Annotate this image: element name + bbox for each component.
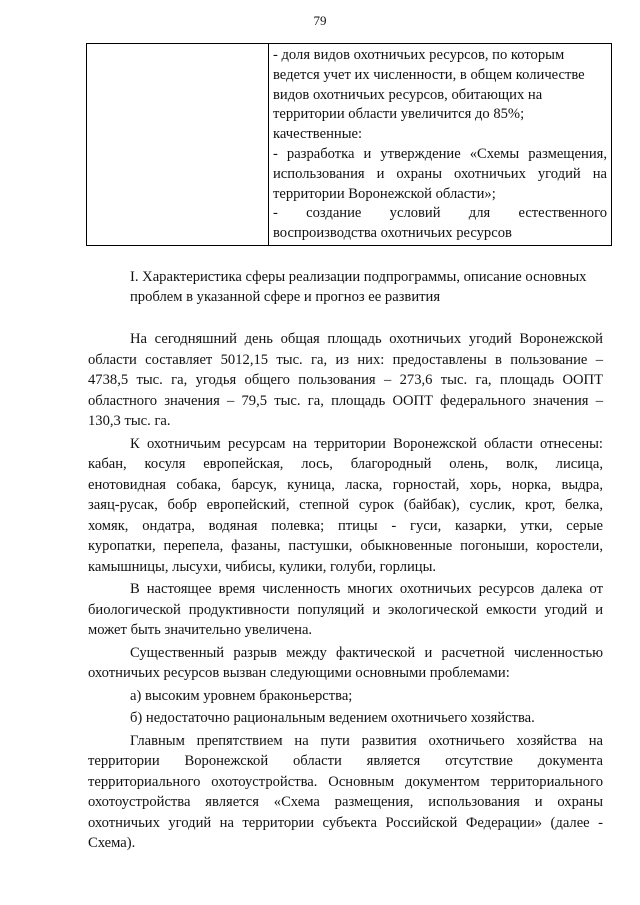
text-line: может быть значительно увеличена. bbox=[88, 622, 313, 638]
table-line: - создание условий для естественного bbox=[273, 205, 607, 222]
paragraph bbox=[88, 434, 603, 578]
text-line: хомяк, ондатра, водяная полевка; птицы - гуси, казарки, утки, серые bbox=[88, 517, 603, 534]
section-heading bbox=[130, 267, 610, 307]
table-line: - разработка и утверждение «Схемы размещения, bbox=[273, 145, 607, 162]
text-line: биологической продуктивности популяций и экологической емкости угодий и bbox=[88, 601, 603, 618]
heading-line: I. Характеристика сферы реализации подпрограммы, описание основных bbox=[130, 269, 587, 285]
page-number: 79 bbox=[313, 13, 327, 28]
text-line: области составляет 5012,15 тыс. га, из них: предоставлены в пользование – bbox=[88, 351, 603, 368]
indicators-table bbox=[86, 43, 612, 246]
text-line: В настоящее время численность многих охотничьих ресурсов далека от bbox=[130, 581, 603, 597]
table-line: использования и охраны охотничьих угодий на bbox=[273, 165, 607, 182]
text-line: б) недостаточно рациональным ведением охотничьего хозяйства. bbox=[130, 710, 535, 726]
table-line: качественные: bbox=[273, 126, 363, 143]
table-line: воспроизводства охотничьих ресурсов bbox=[273, 225, 512, 242]
text-line: К охотничьим ресурсам на территории Воронежской области отнесены: bbox=[130, 435, 603, 452]
text-line: Главным препятствием на пути развития охотничьего хозяйства на bbox=[130, 732, 603, 749]
text-line: Схема). bbox=[88, 835, 136, 851]
table-line: видов охотничьих ресурсов, обитающих на bbox=[273, 86, 543, 103]
text-line: камышницы, лысухи, чибисы, кулики, голуби, горлицы. bbox=[88, 558, 437, 575]
paragraph bbox=[88, 643, 603, 684]
table-line: - доля видов охотничьих ресурсов, по которым bbox=[273, 47, 565, 63]
paragraph bbox=[88, 329, 603, 432]
text-line: На сегодняшний день общая площадь охотничьих угодий Воронежской bbox=[130, 331, 603, 347]
table-cell-left bbox=[87, 44, 269, 246]
table-row bbox=[87, 44, 612, 246]
text-line: а) высоким уровнем браконьерства; bbox=[130, 687, 353, 704]
table-line: территории Воронежской области»; bbox=[273, 185, 496, 202]
heading-line: проблем в указанной сфере и прогноз ее развития bbox=[130, 289, 441, 305]
text-line: Существенный разрыв между фактической и расчетной численностью bbox=[130, 644, 603, 661]
text-line: 4738,5 тыс. га, угодья общего пользования – 273,6 тыс. га, площадь ООПТ bbox=[88, 372, 603, 388]
text-line: охотничьих угодий на территории субъекта Российской Федерации» (далее - bbox=[88, 814, 603, 831]
text-line: охотничьих ресурсов вызван следующими основными проблемами: bbox=[88, 665, 510, 681]
paragraph bbox=[88, 708, 603, 729]
text-line: енотовидная собака, барсук, куница, ласка, горностай, хорь, норка, выдра, bbox=[88, 476, 603, 493]
text-line: территориального охотоустройства. Основным документом территориального bbox=[88, 773, 603, 790]
table-cell-right bbox=[269, 44, 612, 246]
text-line: территории Воронежской области является отсутствие документа bbox=[88, 753, 603, 769]
paragraph bbox=[88, 686, 603, 707]
table-line: ведется учет их численности, в общем количестве bbox=[273, 66, 585, 83]
table-line: территории области увеличится до 85%; bbox=[273, 106, 525, 123]
body-text bbox=[88, 329, 603, 856]
text-line: заяц-русак, бобр европейский, степной сурок (байбак), суслик, крот, белка, bbox=[88, 497, 603, 513]
text-line: охотоустройства является «Схема размещения, использования и охраны bbox=[88, 794, 603, 810]
text-line: кабан, косуля европейская, лось, благородный олень, волк, лисица, bbox=[88, 456, 603, 472]
paragraph bbox=[88, 731, 603, 854]
paragraph bbox=[88, 579, 603, 641]
text-line: 130,3 тыс. га. bbox=[88, 413, 171, 429]
text-line: куропатки, перепела, фазаны, пастушки, обыкновенные погоныши, коростели, bbox=[88, 538, 603, 554]
text-line: областного значения – 79,5 тыс. га, площадь ООПТ федерального значения – bbox=[88, 392, 603, 409]
